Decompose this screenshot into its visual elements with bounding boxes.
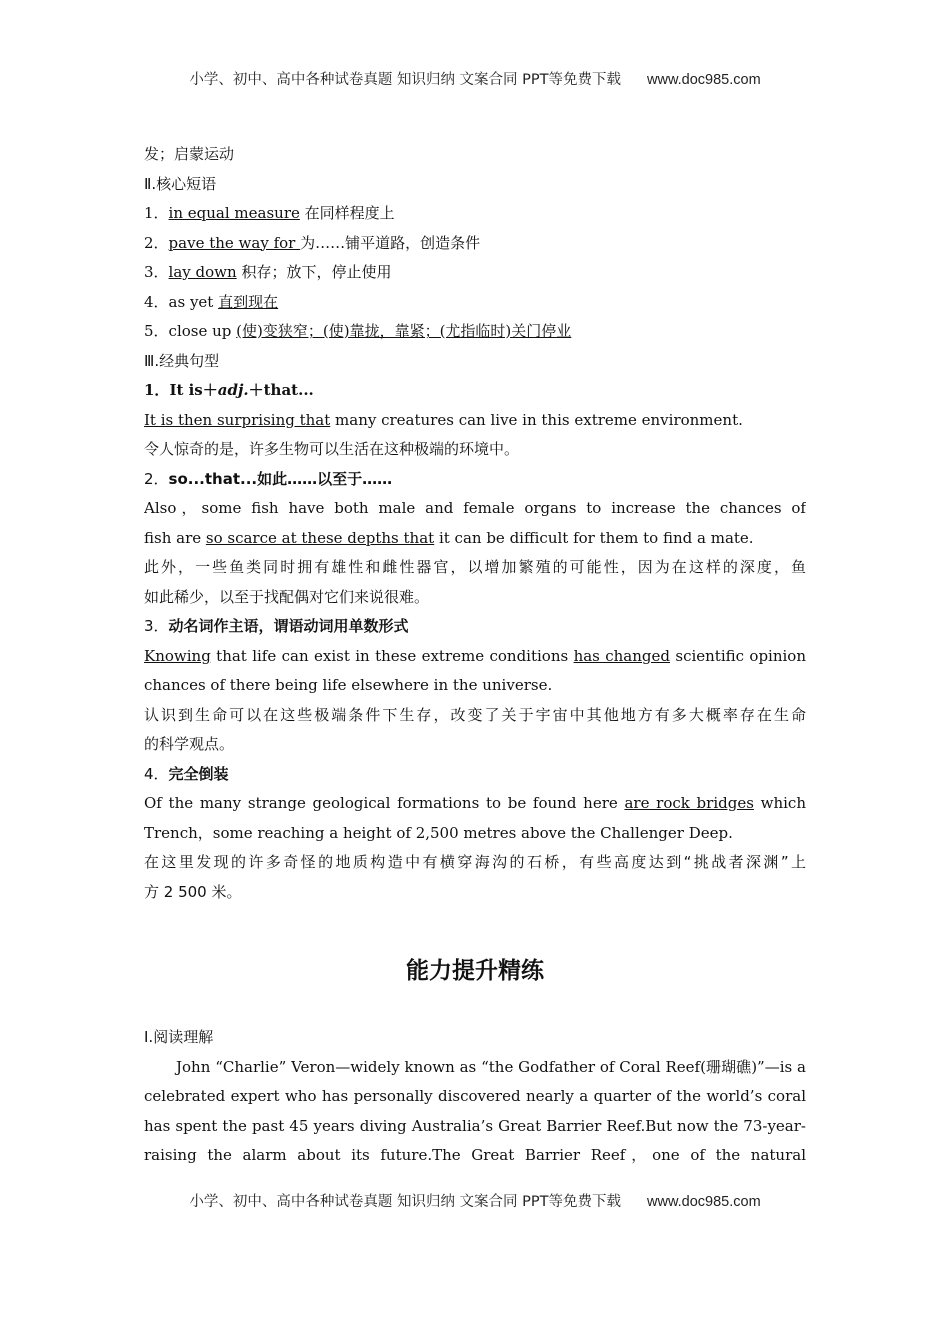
pattern-4-title [144, 760, 806, 790]
pattern-num: 3． [144, 617, 169, 635]
example-rest: many creatures can live in this extreme environment. [330, 410, 743, 429]
reading-line-3: has spent the past 45 years diving Australia’s Great Barrier Reef.But now the 73-year- [144, 1116, 806, 1135]
phrase-item-3 [144, 258, 806, 288]
pattern-2-example-en-1: Also，some fish have both male and female organs to increase the chances of [144, 499, 806, 517]
example-part: which [760, 794, 806, 812]
example-underlined: Knowing [144, 646, 211, 665]
pattern-1-example-en [144, 406, 806, 436]
phrase-num: 3． [144, 263, 169, 281]
section-title: 能力提升精练 [406, 958, 544, 984]
pattern-part-italic: adj. [217, 381, 249, 399]
vocab-tail: 发；启蒙运动 [144, 145, 235, 163]
pattern-num: 4． [144, 764, 169, 783]
pattern-text: 动名词作主语，谓语动词用单数形式 [168, 617, 409, 635]
phrase-en: pave the way for [168, 233, 301, 252]
phrase-num: 5． [144, 322, 169, 340]
phrase-item-2 [144, 229, 806, 259]
pattern-num: 2． [144, 469, 169, 488]
phrase-num: 4． [144, 292, 169, 311]
example-underlined: It is then surprising that [144, 410, 331, 429]
reading-line-1: John “Charlie” Veron—widely known as “the Godfather of Coral Reef(珊瑚礁)”—is a [176, 1057, 806, 1076]
footer-site-link[interactable]: www.doc985.com [647, 1194, 761, 1210]
example-part: scientific opinion [675, 646, 806, 665]
phrase-en: as yet [168, 292, 219, 311]
sentences-heading: Ⅲ.经典句型 [144, 351, 220, 370]
phrase-num: 2． [144, 233, 169, 252]
pattern-3-example-en-1 [144, 642, 806, 672]
phrase-num: 1． [144, 204, 169, 222]
reading-line-4: raising the alarm about its future.The Great Barrier Reef，one of the natural [144, 1146, 806, 1164]
pattern-part: It is＋ [169, 381, 218, 399]
example-underlined: so scarce at these depths that [205, 528, 435, 547]
phrase-en: in equal measure [168, 204, 300, 222]
pattern-2-example-en-2 [144, 524, 806, 554]
example-underlined: has changed [573, 646, 670, 665]
phrase-item-4 [144, 288, 806, 318]
example-part: fish are [144, 528, 206, 547]
example-part: it can be difficult for them to find a mate. [434, 528, 754, 547]
pattern-3-title [144, 612, 806, 642]
pattern-num: 1． [144, 381, 170, 399]
pattern-4-example-cn-2: 方 2 500 米。 [144, 882, 242, 901]
pattern-3-example-cn-2: 的科学观点。 [144, 735, 235, 753]
pattern-2-example-cn-1: 此外，一些鱼类同时拥有雄性和雌性器官，以增加繁殖的可能性，因为在这样的深度，鱼 [144, 558, 806, 576]
page-header [0, 68, 950, 89]
pattern-part: ＋that... [248, 381, 314, 399]
document-body [144, 140, 806, 1171]
phrases-heading: Ⅱ.核心短语 [144, 174, 217, 193]
pattern-4-example-en-1 [144, 789, 806, 819]
phrase-cn: 积存；放下，停止使用 [241, 263, 392, 281]
pattern-text: 完全倒装 [168, 764, 229, 783]
reading-line-2: celebrated expert who has personally discovered nearly a quarter of the world’s coral [144, 1087, 806, 1105]
header-site-link[interactable]: www.doc985.com [647, 72, 761, 88]
pattern-2-example-cn-2: 如此稀少，以至于找配偶对它们来说很难。 [144, 587, 430, 606]
phrase-cn: 为……铺平道路，创造条件 [300, 233, 481, 252]
header-text: 小学、初中、高中各种试卷真题 知识归纳 文案合同 PPT等免费下载 [189, 72, 622, 88]
pattern-3-example-en-2: chances of there being life elsewhere in the universe. [144, 676, 553, 694]
pattern-1-title [144, 376, 806, 406]
example-part: that life can exist in these extreme conditions [210, 646, 574, 665]
pattern-2-title [144, 465, 806, 495]
phrase-item-5 [144, 317, 806, 347]
pattern-3-example-cn-1: 认识到生命可以在这些极端条件下生存，改变了关于宇宙中其他地方有多大概率存在生命 [144, 705, 806, 724]
phrase-item-1 [144, 199, 806, 229]
page-footer [0, 1190, 950, 1211]
example-underlined: are rock bridges [624, 794, 754, 812]
pattern-4-example-cn-1: 在这里发现的许多奇怪的地质构造中有横穿海沟的石桥，有些高度达到“挑战者深渊”上 [144, 853, 806, 871]
pattern-4-example-en-2: Trench，some reaching a height of 2,500 metres above the Challenger Deep. [144, 823, 733, 842]
phrase-cn: (使)变狭窄；(使)靠拢，靠紧；(尤指临时)关门停业 [236, 322, 572, 340]
example-part: Of the many strange geological formations to be found here [144, 794, 625, 812]
phrase-cn: 直到现在 [218, 292, 279, 311]
pattern-text: so...that...如此……以至于…… [168, 469, 393, 488]
reading-heading: Ⅰ.阅读理解 [144, 1028, 214, 1046]
phrase-en: close up [168, 322, 237, 340]
phrase-en: lay down [168, 263, 237, 281]
pattern-1-example-cn: 令人惊奇的是，许多生物可以生活在这种极端的环境中。 [144, 440, 520, 458]
footer-text: 小学、初中、高中各种试卷真题 知识归纳 文案合同 PPT等免费下载 [189, 1194, 622, 1210]
phrase-cn: 在同样程度上 [304, 204, 395, 222]
